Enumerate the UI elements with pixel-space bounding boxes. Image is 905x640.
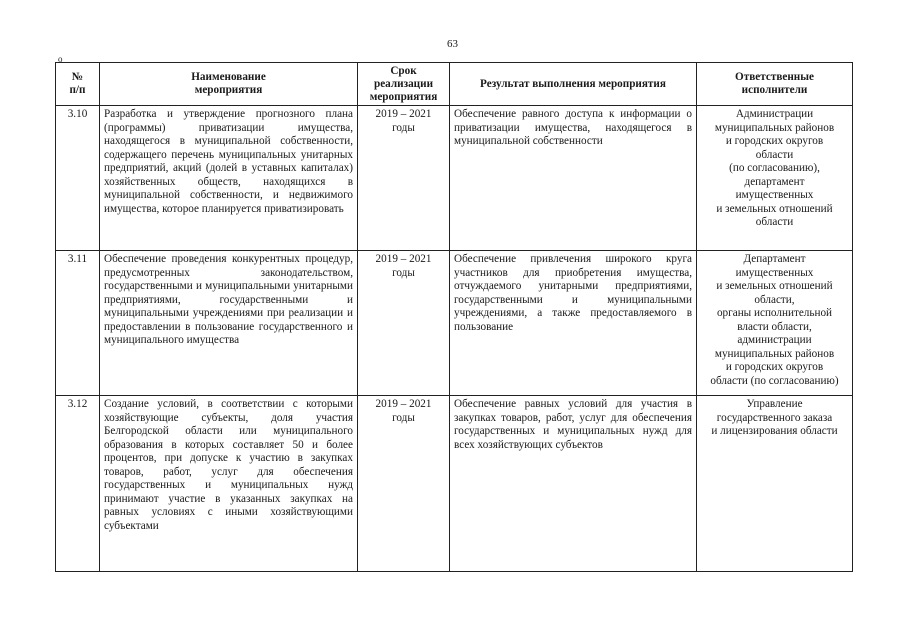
table-row	[56, 251, 853, 396]
measure-term: 2019 – 2021 годы	[358, 106, 450, 251]
stray-mark: o	[58, 54, 63, 64]
row-number: 3.12	[56, 396, 100, 572]
measure-term: 2019 – 2021 годы	[358, 251, 450, 396]
table-row	[56, 396, 853, 572]
measure-responsible: Управление государственного заказа и лицензирования области	[697, 396, 853, 572]
header-term: Срок реализации мероприятия	[358, 63, 450, 106]
row-number: 3.11	[56, 251, 100, 396]
measure-result: Обеспечение равного доступа к информации о приватизации имущества, находящегося в муниципальной собственности	[450, 106, 697, 251]
header-result: Результат выполнения мероприятия	[450, 63, 697, 106]
table-row	[56, 106, 853, 251]
header-name: Наименование мероприятия	[100, 63, 358, 106]
measure-result: Обеспечение равных условий для участия в закупках товаров, работ, услуг для обеспечения государственных и муниципальных нужд для всех хозяйствующих субъектов	[450, 396, 697, 572]
header-num: № п/п	[56, 63, 100, 106]
measure-name: Разработка и утверждение прогнозного плана (программы) приватизации имущества, находящегося в муниципальной собственности, содержащего перечень муниципальных унитарных предприятий, акций (долей в уставных капиталах) хозяйственных обществ, находящихся в муниципальной собственности, и недвижимого имущества, которое планируется приватизировать	[100, 106, 358, 251]
measures-table	[55, 62, 853, 572]
row-number: 3.10	[56, 106, 100, 251]
measure-responsible: Департамент имущественных и земельных отношений области, органы исполнительной власти области, администрации муниципальных районов и городских округов области (по согласованию)	[697, 251, 853, 396]
measure-term: 2019 – 2021 годы	[358, 396, 450, 572]
measure-responsible: Администрации муниципальных районов и городских округов области (по согласованию), департамент имущественных и земельных отношений области	[697, 106, 853, 251]
header-responsible: Ответственные исполнители	[697, 63, 853, 106]
measure-result: Обеспечение привлечения широкого круга участников для приобретения имущества, отчуждаемого унитарными предприятиями, государственными и муниципальными учреждениями, а также предоставляемого в пользование	[450, 251, 697, 396]
measure-name: Обеспечение проведения конкурентных процедур, предусмотренных законодательством, государственными и муниципальными унитарными предприятиями, государственными и муниципальными учреждениями при реализации и предоставлении в пользование государственного и муниципального имущества	[100, 251, 358, 396]
table-header-row	[56, 63, 853, 106]
measure-name: Создание условий, в соответствии с которыми хозяйствующие субъекты, доля участия Белгородской области или муниципального образования в которых составляет 50 и более процентов, при допуске к участию в закупках товаров, работ, услуг для обеспечения государственных и муниципальных нужд принимают участие в указанных закупках на равных условиях с иными хозяйствующими субъектами	[100, 396, 358, 572]
page-number: 63	[447, 38, 458, 50]
